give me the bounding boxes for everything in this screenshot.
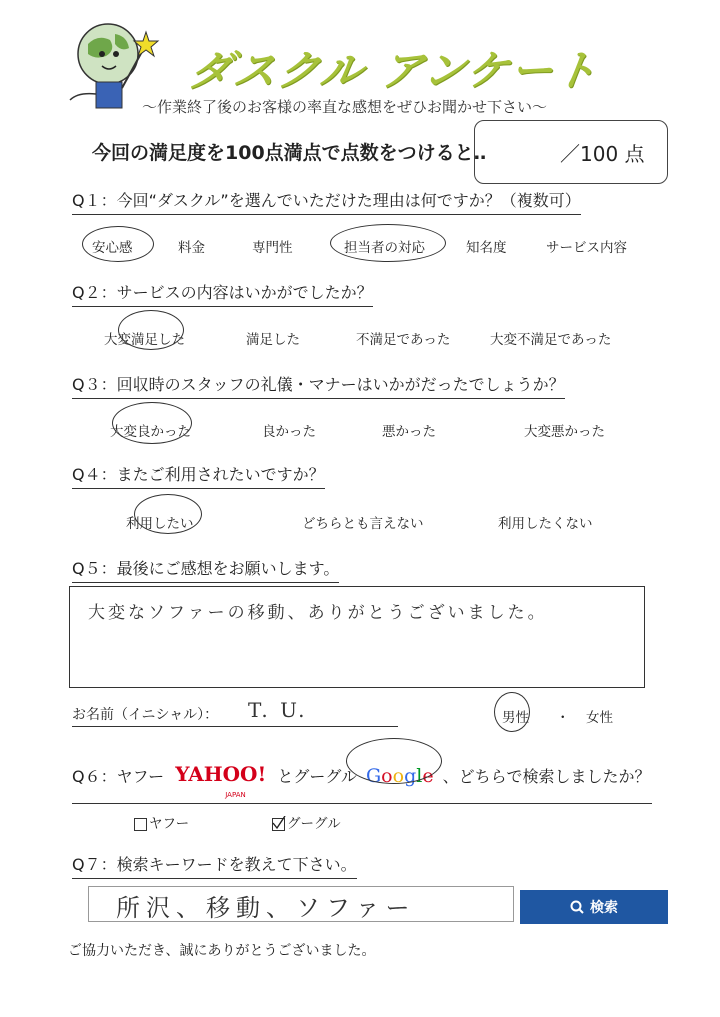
q4-label: Q４：またご利用されたいですか？ (72, 462, 325, 489)
google-logo-letter: l (416, 765, 423, 787)
q1-option-senmon[interactable]: 専門性 (252, 240, 293, 256)
thanks-message: ご協力いただき、誠にありがとうございました。 (68, 943, 376, 959)
q3-label: Q３：回収時のスタッフの礼儀・マナーはいかがだったでしょうか？ (72, 372, 565, 399)
search-button[interactable] (520, 890, 668, 924)
search-icon (570, 900, 584, 914)
google-circle-mark (346, 738, 442, 784)
gender-female[interactable]: 女性 (586, 710, 613, 726)
q1-option-ryokin[interactable]: 料金 (178, 240, 205, 256)
q4-option-dont-want[interactable]: 利用したくない (498, 516, 593, 532)
q6-option-yahoo-label: ヤフー (149, 816, 190, 832)
q6-label-suffix: 、どちらで検索しましたか？ (442, 767, 651, 786)
checkbox-icon[interactable] (134, 818, 147, 831)
q2-option-unsatisfied[interactable]: 不満足であった (356, 332, 451, 348)
gender-male[interactable]: 男性 (502, 710, 529, 726)
survey-title: ダスクル アンケート (186, 46, 602, 95)
q6-label-prefix: Q６：ヤフー (72, 767, 165, 786)
q5-answer-text: 大変なソファーの移動、ありがとうございました。 (88, 603, 548, 623)
survey-subtitle: ～作業終了後のお客様の率直な感想をぜひお聞かせ下さい～ (142, 98, 548, 116)
q6-option-yahoo[interactable] (134, 812, 189, 832)
q2-option-very-unsatisfied[interactable]: 大変不満足であった (490, 332, 612, 348)
q3-option-good[interactable]: 良かった (262, 424, 316, 440)
search-button-label: 検索 (590, 900, 618, 916)
score-value: ／100 点 (560, 142, 645, 166)
q2-circle-mark (118, 310, 184, 350)
q6-option-google[interactable] (272, 812, 341, 832)
google-logo-letter: g (404, 765, 417, 787)
q4-option-neutral[interactable]: どちらとも言えない (302, 516, 424, 532)
google-logo-letter: o (392, 765, 405, 787)
q3-circle-mark (112, 402, 192, 444)
q4-circle-mark (134, 494, 202, 534)
score-question: 今回の満足度を100点満点で点数をつけると‥ (92, 142, 487, 164)
google-logo-letter: o (381, 765, 393, 787)
yahoo-logo-sub: JAPAN (225, 791, 246, 799)
google-logo-letter: G (365, 765, 382, 787)
q6-option-google-label: グーグル (287, 816, 341, 832)
checkbox-checked-icon[interactable] (272, 818, 285, 831)
q1-circle-mark (82, 226, 154, 262)
name-label: お名前（イニシャル）： (72, 707, 219, 723)
q1-option-service[interactable]: サービス内容 (546, 240, 627, 256)
q2-option-satisfied[interactable]: 満足した (246, 332, 300, 348)
google-logo-letter: e (422, 765, 434, 787)
q3-option-bad[interactable]: 悪かった (382, 424, 436, 440)
q2-option-very-satisfied[interactable]: 大変満足した (104, 332, 185, 348)
q6-label-mid: とグーグル (277, 767, 357, 786)
q4-option-want[interactable]: 利用したい (126, 516, 194, 532)
q1-label: Q１：今回“ダスクル”を選んでいただけた理由は何ですか？（複数可） (72, 188, 581, 215)
q1-circle-mark-2 (330, 224, 446, 262)
q1-option-tanto[interactable]: 担当者の対応 (344, 240, 425, 256)
yahoo-logo-text: YAHOO! (175, 762, 267, 786)
gender-separator: ・ (556, 710, 570, 726)
name-underline (72, 726, 398, 727)
gender-circle-mark (494, 692, 530, 732)
q3-option-very-good[interactable]: 大変良かった (110, 424, 191, 440)
yahoo-logo (175, 764, 266, 800)
q5-label: Q５：最後にご感想をお願いします。 (72, 556, 339, 583)
q2-label: Q２：サービスの内容はいかがでしたか？ (72, 280, 373, 307)
q7-label: Q７：検索キーワードを教えて下さい。 (72, 852, 357, 879)
keyword-value: 所沢、移動、ソファー (116, 894, 416, 922)
q1-option-chimeido[interactable]: 知名度 (466, 240, 507, 256)
q1-option-anshin[interactable]: 安心感 (92, 240, 133, 256)
q3-option-very-bad[interactable]: 大変悪かった (524, 424, 605, 440)
name-value[interactable]: T. U. (248, 698, 308, 722)
